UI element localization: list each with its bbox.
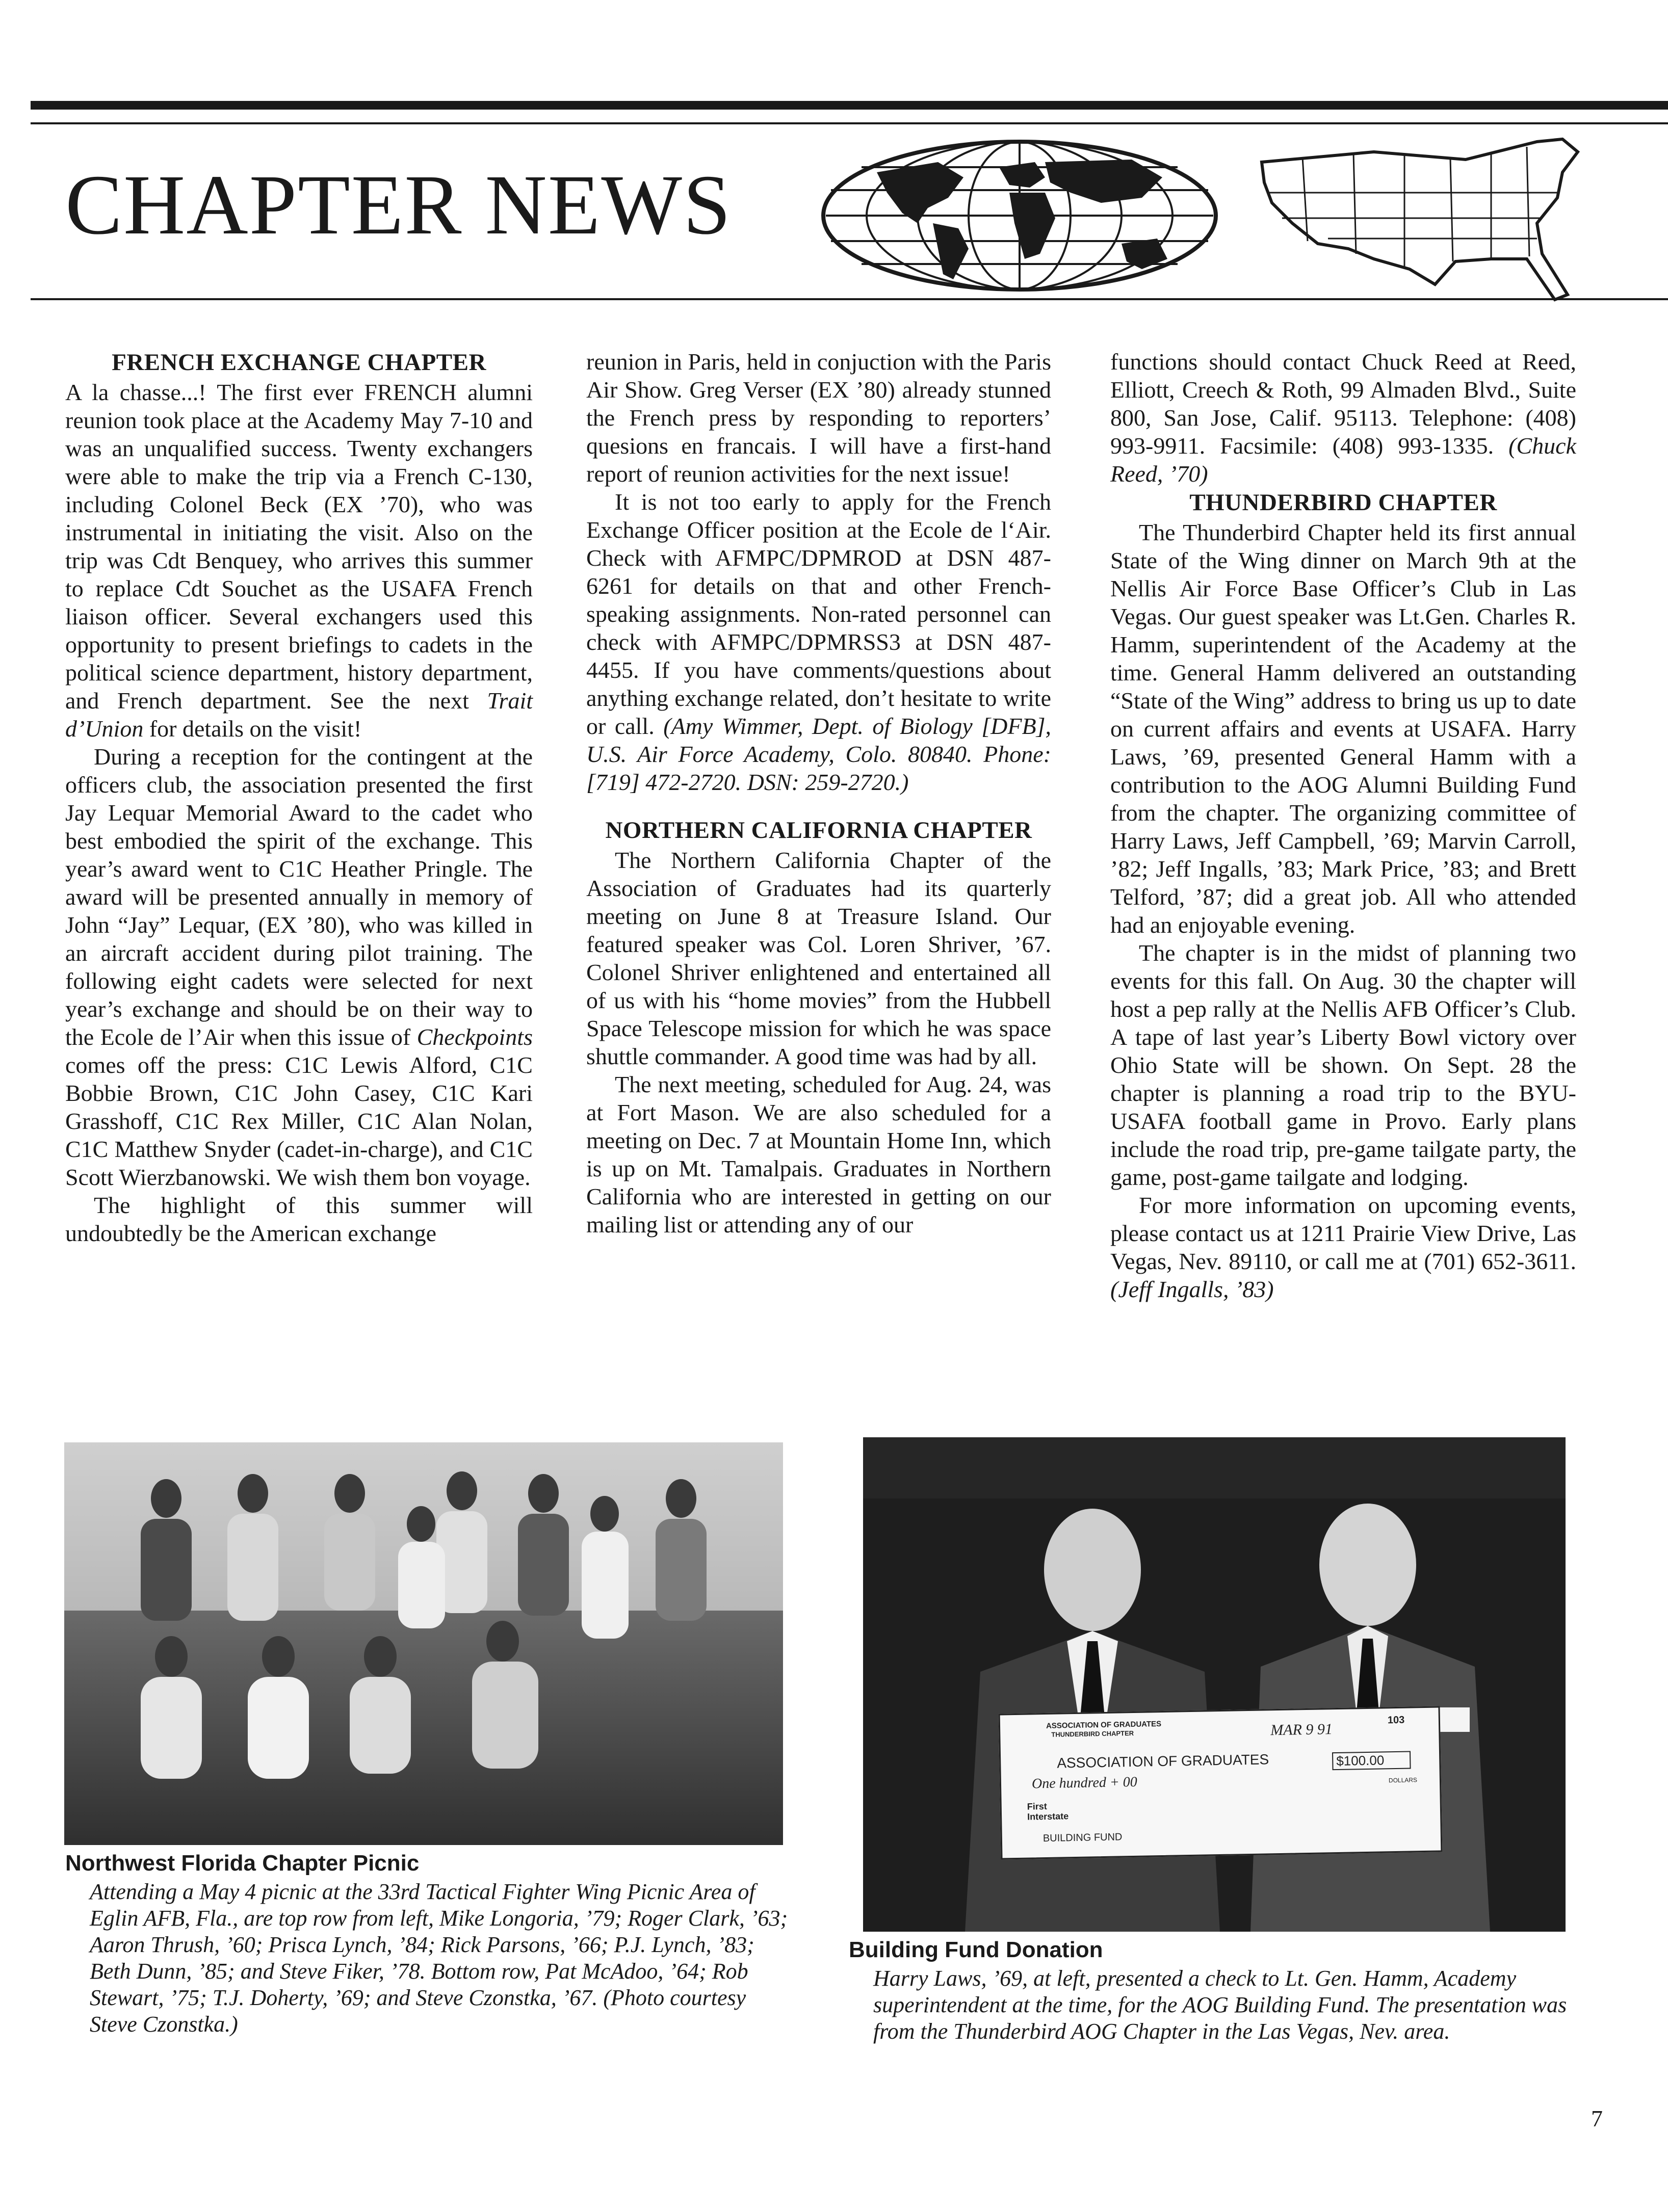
paragraph: It is not too early to apply for the French Exchange Officer position at the Ecole de l‘Air. Check with AFMPC/DPMROD at DSN 487-6261 for details on that and other French-speaking assignments. Non-rated personnel can check with AFMPC/DPMRSS3 at DSN 487-4455. If you have comments/questions about anything exchange related, don’t hesitate to write or call. (Amy Wimmer, Dept. of Biology [DFB], U.S. Air Force Academy, Colo. 80840. Phone: [719] 472-2720. DSN: 259-2720.) bbox=[586, 489, 1051, 795]
caption-title: Building Fund Donation bbox=[849, 1937, 1103, 1962]
page-title: CHAPTER NEWS bbox=[65, 157, 732, 252]
page-number: 7 bbox=[1591, 2105, 1603, 2131]
column-left bbox=[65, 348, 533, 1247]
caption-title: Northwest Florida Chapter Picnic bbox=[65, 1851, 420, 1876]
section-heading-french-exchange: FRENCH EXCHANGE CHAPTER bbox=[112, 349, 486, 376]
paragraph: The Thunderbird Chapter held its first annual State of the Wing dinner on March 9th at the Nellis Air Force Base Officer’s Club in Las Vegas. Our guest speaker was Lt.Gen. Charles R. Hamm, superintendent of the Academy at the time. General Hamm delivered an outstanding “State of the Wing” address to bring us up to date on current affairs and events at USAFA. Harry Laws, ’69, presented General Hamm with a contribution to the AOG Alumni Building Fund from the chapter. The organizing committee of Harry Laws, Jeff Campbell, ’69; Marvin Carroll, ’82; Jeff Ingalls, ’83; Mark Price, ’83; and Brett Telford, ’87; did a great job. All who attended had an enjoyable evening. bbox=[1110, 519, 1576, 938]
top-rule-thin bbox=[31, 122, 1668, 124]
paragraph: During a reception for the contingent at the officers club, the association presented the first Jay Lequar Memorial Award to the cadet who best embodied the spirit of the exchange. This year’s award went to C1C Heather Pringle. The award will be presented annually in memory of John “Jay” Lequar, (EX ’80), who was killed in an aircraft accident during pilot training. The following eight cadets were selected for next year’s exchange and should be on their way to the Ecole de l’Air when this issue of Checkpoints comes off the press: C1C Lewis Alford, C1C Bobbie Brown, C1C John Casey, C1C Kari Grasshoff, C1C Rex Miller, C1C Alan Nolan, C1C Matthew Snyder (cadet-in-charge), and C1C Scott Wierzbanowski. We wish them bon voyage. bbox=[65, 744, 533, 1190]
check-presentation-photo bbox=[863, 1437, 1566, 1932]
check-memo: BUILDING FUND bbox=[1042, 1831, 1123, 1845]
photo-caption-left bbox=[65, 1850, 789, 2038]
caption-text: Attending a May 4 picnic at the 33rd Tactical Fighter Wing Picnic Area of Eglin AFB, Fla., are top row from left, Mike Longoria, ’79; Roger Clark, ’63; Aaron Thrush, ’60; Prisca Lynch, ’84; Rick Parsons, ’66; P.J. Lynch, ’83; Beth Dunn, ’85; and Steve Fiker, ’78. Bottom row, Pat McAdoo, ’64; Rob Stewart, ’75; T.J. Doherty, ’69; and Steve Czonstka, ’67. (Photo courtesy Steve Czonstka.) bbox=[90, 1879, 788, 2037]
paragraph: A la chasse...! The first ever FRENCH alumni reunion took place at the Academy May 7-10 and was an unqualified success. Twenty exchangers were able to make the trip via a French C-130, including Colonel Beck (EX ’70), who was instrumental in initiating the visit. Also on the trip was Cdt Benquey, who arrives this summer to replace Cdt Souchet as the USAFA French liaison officer. Several exchangers used this opportunity to present briefings to cadets in the political science department, history department, and French department. See the next Trait d’Union for details on the visit! bbox=[65, 379, 533, 742]
check-bank: First Interstate bbox=[1027, 1801, 1069, 1822]
paragraph: The chapter is in the midst of planning two events for this fall. On Aug. 30 the chapter will host a pep rally at the Nellis AFB Officer’s Club. A tape of last year’s Liberty Bowl victory over Ohio State will be shown. On Sept. 28 the chapter is planning a road trip to the BYU-USAFA football game in Provo. Early plans include the road trip, pre-game tailgate party, the game, post-game tailgate and lodging. bbox=[1110, 940, 1576, 1190]
column-middle bbox=[586, 348, 1051, 1239]
column-right bbox=[1110, 348, 1576, 1303]
world-map-globe-icon bbox=[816, 137, 1223, 295]
caption-text: Harry Laws, ’69, at left, presented a check to Lt. Gen. Hamm, Academy superintendent at the time, for the AOG Building Fund. The presentation was from the Thunderbird AOG Chapter in the Las Vegas, Nev. area. bbox=[873, 1966, 1567, 2044]
photo-caption-right bbox=[849, 1937, 1573, 2045]
check-number: 103 bbox=[1387, 1714, 1405, 1726]
check-chapter: THUNDERBIRD CHAPTER bbox=[1051, 1729, 1134, 1739]
paragraph: The next meeting, scheduled for Aug. 24, was at Fort Mason. We are also scheduled for a meeting on Dec. 7 at Mountain Home Inn, which is up on Mt. Tamalpais. Graduates in Northern California who are interested in getting on our mailing list or attending any of our bbox=[586, 1071, 1051, 1237]
paragraph: functions should contact Chuck Reed at Reed, Elliott, Creech & Roth, 99 Almaden Blvd., Suite 800, San Jose, Calif. 95113. Telephone: (408) 993-9911. Facsimile: (408) 993-1335. (Chuck Reed, ’70) bbox=[1110, 349, 1577, 487]
paragraph: reunion in Paris, held in conjuction with the Paris Air Show. Greg Verser (EX ’80) already stunned the French press by responding to reporters’ quesions en francais. I will have a first-hand report of reunion activities for the next issue! bbox=[586, 349, 1051, 487]
paragraph: The Northern California Chapter of the Association of Graduates had its quarterly meeting on June 8 at Treasure Island. Our featured speaker was Col. Loren Shriver, ’67. Colonel Shriver enlightened and entertained all of us with his “home movies” from the Hubbell Space Telescope mission for which he was space shuttle commander. A good time was had by all. bbox=[586, 847, 1051, 1069]
section-heading-thunderbird: THUNDERBIRD CHAPTER bbox=[1189, 489, 1497, 516]
check bbox=[999, 1706, 1443, 1859]
paragraph: The highlight of this summer will undoubtedly be the American exchange bbox=[65, 1192, 533, 1246]
us-states-map-icon bbox=[1252, 131, 1603, 310]
top-rule-thick bbox=[31, 101, 1668, 110]
check-payee: ASSOCIATION OF GRADUATES bbox=[1057, 1751, 1269, 1771]
group-photo bbox=[64, 1442, 783, 1845]
check-dollars: DOLLARS bbox=[1388, 1776, 1418, 1784]
check-date: MAR 9 91 bbox=[1270, 1721, 1333, 1739]
check-amount-words: One hundred + 00 bbox=[1031, 1774, 1138, 1792]
paragraph: For more information on upcoming events, please contact us at 1211 Prairie View Drive, Las Vegas, Nev. 89110, or call me at (701) 652-3611. (Jeff Ingalls, ’83) bbox=[1110, 1192, 1576, 1302]
check-amount: $100.00 bbox=[1332, 1751, 1411, 1770]
section-heading-northern-california: NORTHERN CALIFORNIA CHAPTER bbox=[605, 817, 1032, 844]
check-org: ASSOCIATION OF GRADUATES bbox=[1046, 1720, 1162, 1730]
